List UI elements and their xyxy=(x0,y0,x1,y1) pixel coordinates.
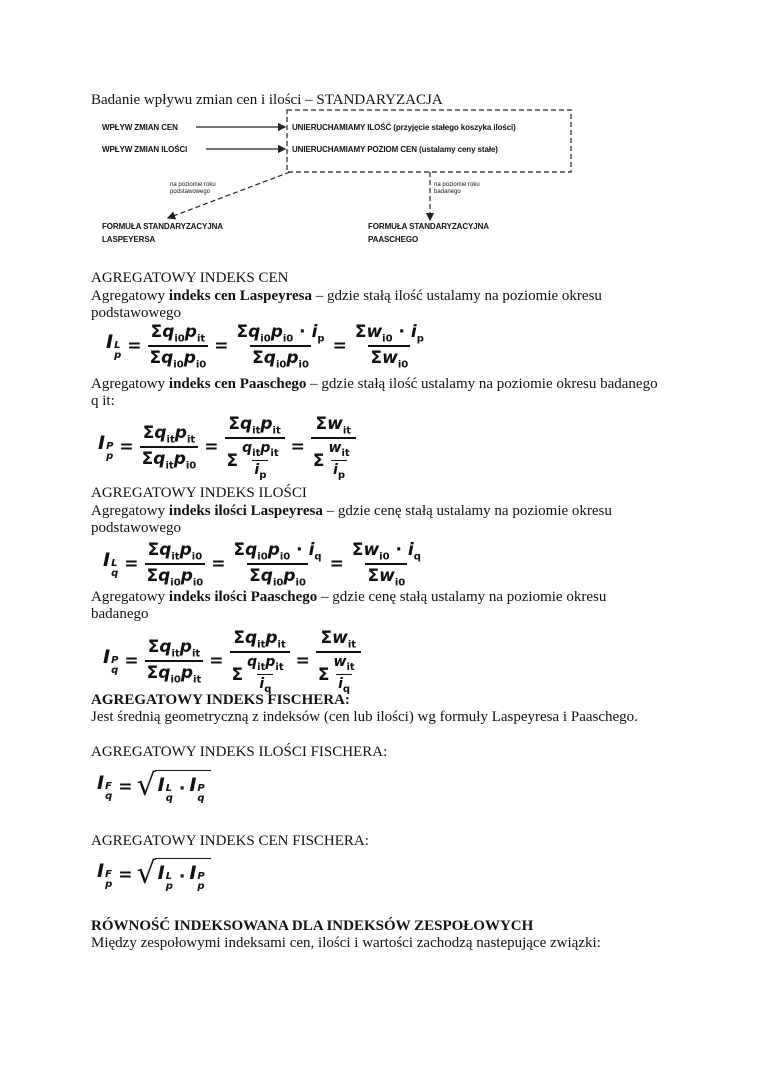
fisher-price-heading: AGREGATOWY INDEKS CEN FISCHERA: xyxy=(91,833,369,849)
fisher-description: Jest średnią geometryczną z indeksów (cen lub ilości) wg formuły Laspeyresa i Paaschego. xyxy=(91,709,638,725)
label-price-change: WPŁYW ZMIAN CEN xyxy=(102,123,178,132)
note-right-2: badanego xyxy=(434,189,461,195)
price-index-heading: AGREGATOWY INDEKS CEN xyxy=(91,270,289,286)
paasche-price-desc-line2: q it: xyxy=(91,393,115,409)
box-line-quantity: UNIERUCHAMIAMY ILOŚĆ (przyjęcie stałego koszyka ilości) xyxy=(292,123,516,132)
fisher-quantity-heading: AGREGATOWY INDEKS ILOŚCI FISCHERA: xyxy=(91,744,388,760)
result-right-1: FORMUŁA STANDARYZACYJNA xyxy=(368,222,489,231)
label-quantity-change: WPŁYW ZMIAN ILOŚCI xyxy=(102,145,188,154)
formula-laspeyres-price: I L p = $\frac{\Sigma q_{i0}p_{it}}{\Sigma q_{i0}p_{i0}}$ = $\frac{\Sigma q_{i0}p_{i0} \cdot i_p}{\Sigma q_{i0}p_{i0}}$ = $\frac{\Sigma w_{i0} \cdot i_p}{\Sigma w_{i0}}$ xyxy=(106,322,424,371)
note-right-1: na poziomie roku xyxy=(434,182,480,188)
formula-laspeyres-quantity: I L q = $\frac{\Sigma q_{it}p_{i0}}{\Sigma q_{i0}p_{i0}}$ = $\frac{\Sigma q_{i0}p_{i0} \cdot i_q}{\Sigma q_{i0}p_{i0}}$ = $\frac{\Sigma w_{i0} \cdot i_q}{\Sigma w_{i0}}$ xyxy=(103,540,421,589)
result-left-1: FORMUŁA STANDARYZACYJNA xyxy=(102,222,223,231)
fisher-heading: AGREGATOWY INDEKS FISCHERA: xyxy=(91,692,350,708)
note-left-1: na poziomie roku xyxy=(170,182,216,188)
box-line-price: UNIERUCHAMIAMY POZIOM CEN (ustalamy ceny stałe) xyxy=(292,145,498,154)
dashed-box xyxy=(287,110,571,172)
result-left-2: LASPEYERSA xyxy=(102,235,156,244)
formula-fisher-quantity: I F q = √ I L q · I P q xyxy=(97,770,211,804)
formula-fisher-price: I F p = √ I L p · I P p xyxy=(97,858,211,892)
intro-title: Badanie wpływu zmian cen i ilości – STANDARYZACJA xyxy=(91,92,443,108)
paasche-qty-desc: Agregatowy indeks ilości Paaschego – gdzie cenę stałą ustalamy na poziomie okresu xyxy=(91,589,607,605)
formula-paasche-quantity: I P q = $\frac{\Sigma q_{it}p_{it}}{\Sigma q_{i0}p_{it}}$ = $\Sigma q_{it}p_{it}$ Σ $\frac{q_{it}p_{it}}{i_q}$ = $\Sigma w_{it}$ Σ $\frac{w_{it}}{i_q}$ xyxy=(103,628,363,695)
paasche-price-desc: Agregatowy indeks cen Paaschego – gdzie stałą ilość ustalamy na poziomie okresu badanego xyxy=(91,376,658,392)
equality-heading: RÓWNOŚĆ INDEKSOWANA DLA INDEKSÓW ZESPOŁOWYCH xyxy=(91,918,534,934)
formula-paasche-price: I P p = $\frac{\Sigma q_{it}p_{it}}{\Sigma q_{it}p_{i0}}$ = $\Sigma q_{it}p_{it}$ Σ $\frac{q_{it}p_{it}}{i_p}$ = $\Sigma w_{it}$ Σ $\frac{w_{it}}{i_p}$ xyxy=(98,414,358,481)
result-right-2: PAASCHEGO xyxy=(368,235,419,244)
equality-description: Między zespołowymi indeksami cen, ilości i wartości zachodzą nastepujące związki: xyxy=(91,935,601,951)
laspeyres-qty-desc: Agregatowy indeks ilości Laspeyresa – gdzie cenę stałą ustalamy na poziomie okresu xyxy=(91,503,612,519)
quantity-index-heading: AGREGATOWY INDEKS ILOŚCI xyxy=(91,485,307,501)
paasche-qty-desc-line2: badanego xyxy=(91,606,149,622)
note-left-2: podstawowego xyxy=(170,189,211,195)
laspeyres-qty-desc-line2: podstawowego xyxy=(91,520,181,536)
laspeyres-price-desc-line2: podstawowego xyxy=(91,305,181,321)
laspeyres-price-desc: Agregatowy indeks cen Laspeyresa – gdzie stałą ilość ustalamy na poziomie okresu xyxy=(91,288,602,304)
